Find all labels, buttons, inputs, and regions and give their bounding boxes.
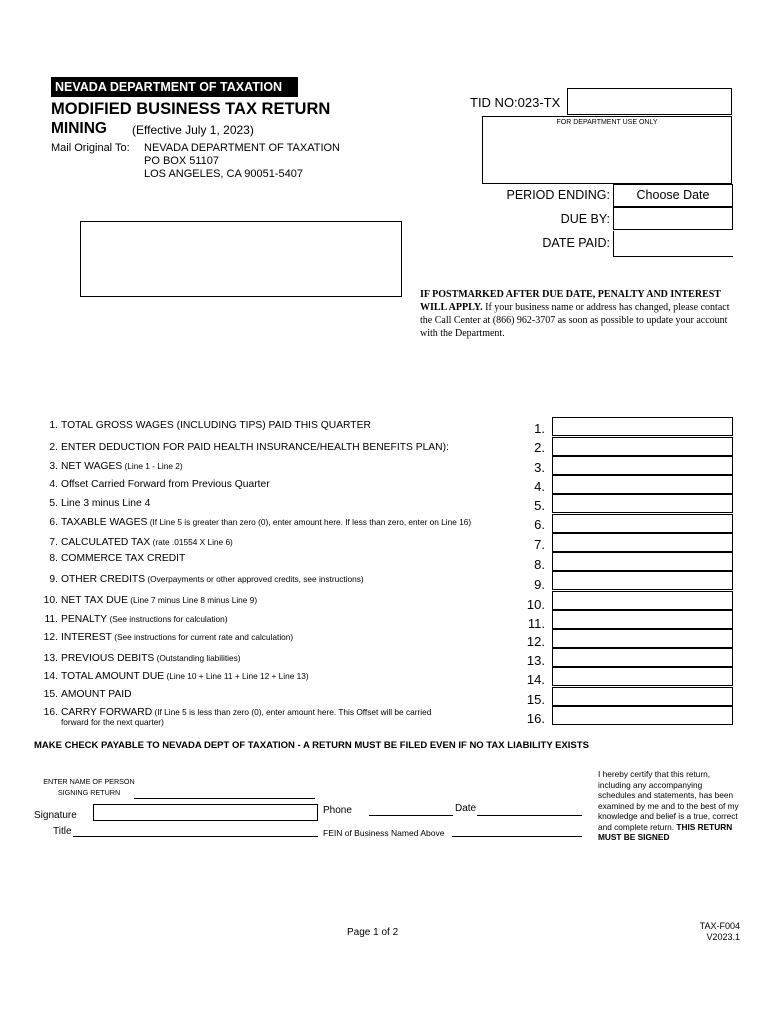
fein-field[interactable] [452,836,582,837]
line-10-box-number: 10. [526,597,545,612]
title-field[interactable] [73,836,318,837]
line-note: (Outstanding liabilities) [154,653,241,663]
line-number: 7. [49,537,58,548]
line-title: CALCULATED TAX [61,537,151,548]
line-note: forward for the next quarter) [61,717,164,727]
taxpayer-address-box[interactable] [80,221,402,297]
line-note: (rate .01554 X Line 6) [150,537,233,547]
signer-name-field[interactable] [134,798,315,799]
line-9-box-number: 9. [534,577,545,592]
line-13-label [36,653,241,664]
line-12-box-number: 12. [526,634,545,649]
line-14-box-number: 14. [526,672,545,687]
date-label: Date [455,803,477,814]
line-2-box-number: 2. [534,440,545,455]
page-number: Page 1 of 2 [347,927,399,938]
line-note: (Line 1 - Line 2) [122,461,183,471]
due-by-label: DUE BY: [560,212,610,226]
line-7-amount-input[interactable] [552,533,733,552]
line-note: (See instructions for calculation) [107,614,228,624]
enter-name-label [34,776,144,798]
line-note: (Line 7 minus Line 8 minus Line 9) [127,595,258,605]
line-title: COMMERCE TAX CREDIT [61,553,186,564]
line-title: NET WAGES [61,461,123,472]
line-number: 6. [49,517,58,528]
line-4-amount-input[interactable] [552,475,733,494]
line-10-amount-input[interactable] [552,591,733,610]
line-9-amount-input[interactable] [552,571,733,590]
line-3-label [36,461,183,472]
line-number: 2. [49,442,58,453]
signature-field[interactable] [93,804,318,821]
form-subtitle: MINING [51,120,107,137]
line-title: ENTER DEDUCTION FOR PAID HEALTH INSURANCE/HEALTH BENEFITS PLAN): [61,442,449,453]
line-number: 10. [43,595,58,606]
line-title: TOTAL AMOUNT DUE [61,671,165,682]
certification-statement [598,769,740,843]
line-note: (Line 10 + Line 11 + Line 12 + Line 13) [164,671,309,681]
line-4-box-number: 4. [534,479,545,494]
line-number: 12. [43,632,58,643]
line-3-amount-input[interactable] [552,456,733,475]
mail-address-line: NEVADA DEPARTMENT OF TAXATION [144,142,340,154]
line-11-box-number: 11. [527,616,545,631]
effective-date: (Effective July 1, 2023) [132,123,254,137]
line-1-amount-input[interactable] [552,417,733,436]
line-7-box-number: 7. [534,537,545,552]
mail-label: Mail Original To: [51,142,130,154]
line-2-amount-input[interactable] [552,437,733,456]
line-12-label [36,632,293,643]
line-number: 4. [49,479,58,490]
line-note: (Overpayments or other approved credits, see instructions) [145,574,364,584]
line-16-box-number: 16. [526,711,545,726]
line-number: 5. [49,498,58,509]
line-15-amount-input[interactable] [552,687,733,706]
line-1-box-number: 1. [534,421,545,436]
line-title: Line 3 minus Line 4 [61,498,151,509]
line-note: (If Line 5 is greater than zero (0), enter amount here. If less than zero, enter on Line 16) [147,517,472,527]
line-11-label [36,614,228,625]
line-5-label [36,498,150,509]
line-number: 3. [49,461,58,472]
line-8-box-number: 8. [534,557,545,572]
line-title: PENALTY [61,614,108,625]
line-16-amount-input[interactable] [552,706,733,725]
line-note: (See instructions for current rate and calculation) [111,632,294,642]
line-note: (If Line 5 is less than zero (0), enter amount here. This Offset will be carried [152,707,432,717]
line-13-amount-input[interactable] [552,648,733,667]
date-field[interactable] [477,815,582,816]
department-use-label: FOR DEPARTMENT USE ONLY [556,119,658,126]
line-16-label [36,707,431,727]
line-number: 9. [49,574,58,585]
department-banner: NEVADA DEPARTMENT OF TAXATION [51,77,298,97]
line-5-amount-input[interactable] [552,494,733,513]
form-identifier [660,921,740,943]
line-number: 1. [49,420,58,431]
title-label: Title [53,826,72,837]
period-ending-label: PERIOD ENDING: [506,188,610,202]
line-15-box-number: 15. [526,692,545,707]
line-number: 13. [43,653,58,664]
line-14-label [36,671,309,682]
late-filing-notice [420,288,740,340]
tid-input[interactable] [567,88,732,115]
line-12-amount-input[interactable] [552,629,733,648]
form-title: MODIFIED BUSINESS TAX RETURN [51,100,331,118]
date-paid-field[interactable] [613,231,733,257]
line-3-box-number: 3. [534,460,545,475]
notice-bold: IF POSTMARKED AFTER DUE DATE, PENALTY AND INTEREST WILL APPLY. [420,289,721,313]
line-9-label [36,574,364,585]
line-6-box-number: 6. [534,517,545,532]
mail-address-line: LOS ANGELES, CA 90051-5407 [144,168,303,180]
must-sign-notice: THIS RETURN MUST BE SIGNED [598,821,733,842]
line-number: 11. [44,614,58,625]
notice-text: If your business name or address has changed, please contact the Call Center at (866) 962-3707 as soon as possible to update your account with the Department. [420,302,730,339]
date-paid-label: DATE PAID: [542,236,610,250]
line-1-label [36,420,371,431]
line-7-label [36,537,233,548]
period-ending-date-picker[interactable]: Choose Date [613,184,733,207]
line-15-label [36,689,132,700]
line-title: OTHER CREDITS [61,574,146,585]
line-title: TAXABLE WAGES [61,517,148,528]
line-title: NET TAX DUE [61,595,128,606]
fein-label: FEIN of Business Named Above [323,828,445,838]
line-2-label [36,442,449,453]
line-number: 16. [43,707,58,718]
enter-name-label-line: SIGNING RETURN [57,788,121,797]
line-title: INTEREST [61,632,112,643]
signature-label: Signature [34,810,77,821]
certification-text: I hereby certify that this return, including any accompanying schedules and statements, has been examined by me and to the best of my knowledge and belief is a true, correct and complete return. [598,769,739,832]
line-10-label [36,595,257,606]
phone-label: Phone [323,805,352,816]
line-title: TOTAL GROSS WAGES (INCLUDING TIPS) PAID THIS QUARTER [61,420,371,431]
department-use-box [482,116,732,184]
line-number: 15. [43,689,58,700]
line-title: CARRY FORWARD [61,707,153,718]
line-6-label [36,517,471,528]
line-8-amount-input[interactable] [552,552,733,571]
line-number: 14. [43,671,58,682]
line-14-amount-input[interactable] [552,667,733,686]
line-11-amount-input[interactable] [552,610,733,629]
tid-label: TID NO:023-TX [470,95,561,110]
enter-name-label-line: ENTER NAME OF PERSON [43,777,135,786]
line-13-box-number: 13. [526,653,545,668]
mail-address [144,142,340,181]
due-by-field[interactable] [613,207,733,230]
form-version: V2023.1 [706,932,740,942]
line-6-amount-input[interactable] [552,514,733,533]
form-id-code: TAX-F004 [699,921,740,931]
line-title: Offset Carried Forward from Previous Quarter [61,479,270,490]
line-4-label [36,479,270,490]
mail-address-line: PO BOX 51107 [144,155,220,167]
line-title: AMOUNT PAID [61,689,132,700]
line-number: 8. [49,553,58,564]
phone-field[interactable] [369,815,453,816]
line-8-label [36,553,185,564]
line-title: PREVIOUS DEBITS [61,653,155,664]
line-5-box-number: 5. [534,498,545,513]
make-check-payable-notice: MAKE CHECK PAYABLE TO NEVADA DEPT OF TAXATION - A RETURN MUST BE FILED EVEN IF NO TAX LIABILITY EXISTS [34,740,589,751]
